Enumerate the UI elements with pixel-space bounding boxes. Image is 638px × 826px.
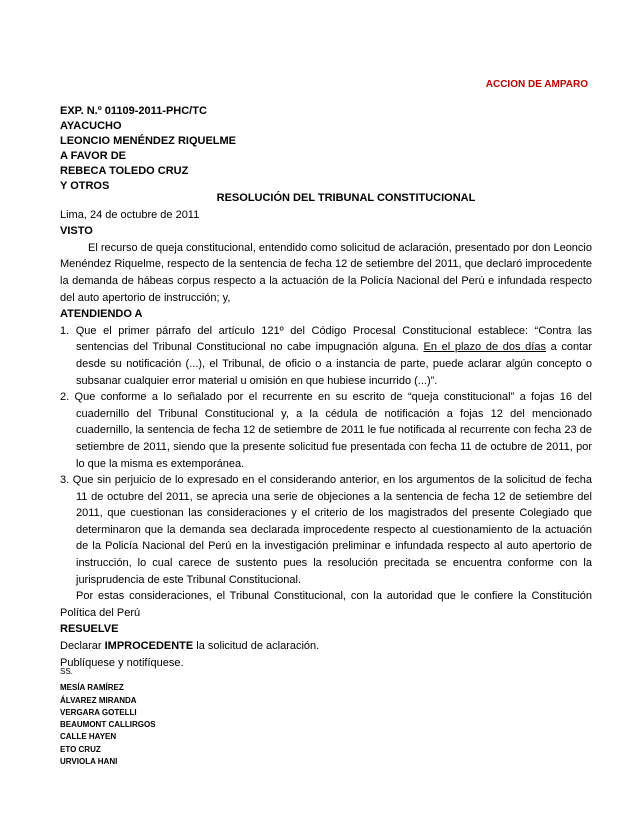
resolution-date: Lima, 24 de octubre de 2011 xyxy=(60,208,200,221)
plaintiff-name: LEONCIO MENÉNDEZ RIQUELME xyxy=(60,135,237,147)
resuelve-decision xyxy=(60,638,592,655)
signer-name: ÁLVAREZ MIRANDA xyxy=(60,695,137,705)
case-number: EXP. N.º 01109-2011-PHC/TC xyxy=(60,105,207,117)
point-1-text-a: 1. Que el primer párrafo del artículo 121º del Código Procesal Constitucional establece: “Contra las sentencias del Tribunal Constitucional no cabe impugnación alguna. xyxy=(60,324,592,354)
improcedente-text: IMPROCEDENTE xyxy=(104,640,194,653)
point-2: 2. Que conforme a lo señalado por el recurrente en su escrito de “queja constitucional” a fojas 16 del cuadernillo del Tribunal Constitucional y, a la cédula de notificación a fojas 12 del mencionado cuadernillo, la sentencia de fecha 12 de setiembre de 2011 le fue notificada al recurrente con fecha 23 de setiembre de 2011, siendo que la presente solicitud fue presentada con fecha 11 de octubre de 2011, por lo que la misma es extemporánea. xyxy=(60,391,592,470)
others-label: Y OTROS xyxy=(60,180,110,192)
signer-name: ETO CRUZ xyxy=(60,744,101,754)
point-3: 3. Que sin perjuicio de lo expresado en el considerando anterior, en los argumentos de la solicitud de fecha 11 de octubre del 2011, se aprecia una serie de objeciones a la sentencia de fecha 12 de setiembre del 2011, que cuestionan las consideraciones y el criterio de los magistrados del presente Colegiado que determinaron que la demanda sea declarada improcedente respecto al cuestionamiento de la actuación de la Policía Nacional del Perú en la investigación preliminar e infundada respecto al auto apertorio de instrucción, lo cual carece de sustento pues la resolución precitada se encuentra conforme con la jurisprudencia de este Tribunal Constitucional. xyxy=(60,474,592,586)
point-1 xyxy=(60,323,592,389)
point-1-text-b: a contar desde su notificación (...), el Tribunal, de oficio o a instancia de parte, puede aclarar algún concepto o subsanar cualquier error material u omisión en que hubiese incurrido (...)”. xyxy=(76,341,592,387)
document-type-label: ACCION DE AMPARO xyxy=(485,79,588,90)
publiquese-text: Publíquese y notifíquese. xyxy=(60,656,184,669)
resolution-body xyxy=(60,192,592,671)
signer-name: BEAUMONT CALLIRGOS xyxy=(60,720,156,730)
closing-paragraph: Por estas consideraciones, el Tribunal Constitucional, con la autoridad que le confiere la Constitución Política del Perú xyxy=(60,590,592,619)
signer-name: URVIOLA HANI xyxy=(60,757,118,767)
atendiendo-heading: ATENDIENDO A xyxy=(60,308,143,321)
decision-rest-text: la solicitud de aclaración. xyxy=(193,640,320,653)
on-behalf-of-label: A FAVOR DE xyxy=(60,150,127,162)
ss-label: SS. xyxy=(60,667,73,676)
declarar-text: Declarar xyxy=(60,640,105,653)
signers-block xyxy=(60,666,156,768)
visto-text: El recurso de queja constitucional, entendido como solicitud de aclaración, presentado por don Leoncio Menéndez Riquelme, respecto de la sentencia de fecha 12 de setiembre del 2011, que declaró improcedente la demanda de hábeas corpus respecto a la actuación de la Policía Nacional del Perú e infundada respecto del auto apertorio de instrucción; y, xyxy=(60,241,592,304)
resolution-title: RESOLUCIÓN DEL TRIBUNAL CONSTITUCIONAL xyxy=(216,192,476,204)
beneficiary-name: REBECA TOLEDO CRUZ xyxy=(60,165,189,177)
case-header xyxy=(60,104,590,194)
point-1-underlined: En el plazo de dos días xyxy=(423,341,546,354)
case-location: AYACUCHO xyxy=(60,120,122,132)
signer-name: CALLE HAYEN xyxy=(60,732,117,742)
resuelve-heading: RESUELVE xyxy=(60,623,119,636)
visto-heading: VISTO xyxy=(60,225,93,238)
signer-name: MESÍA RAMÍREZ xyxy=(60,683,124,693)
signer-name: VERGARA GOTELLI xyxy=(60,707,137,717)
